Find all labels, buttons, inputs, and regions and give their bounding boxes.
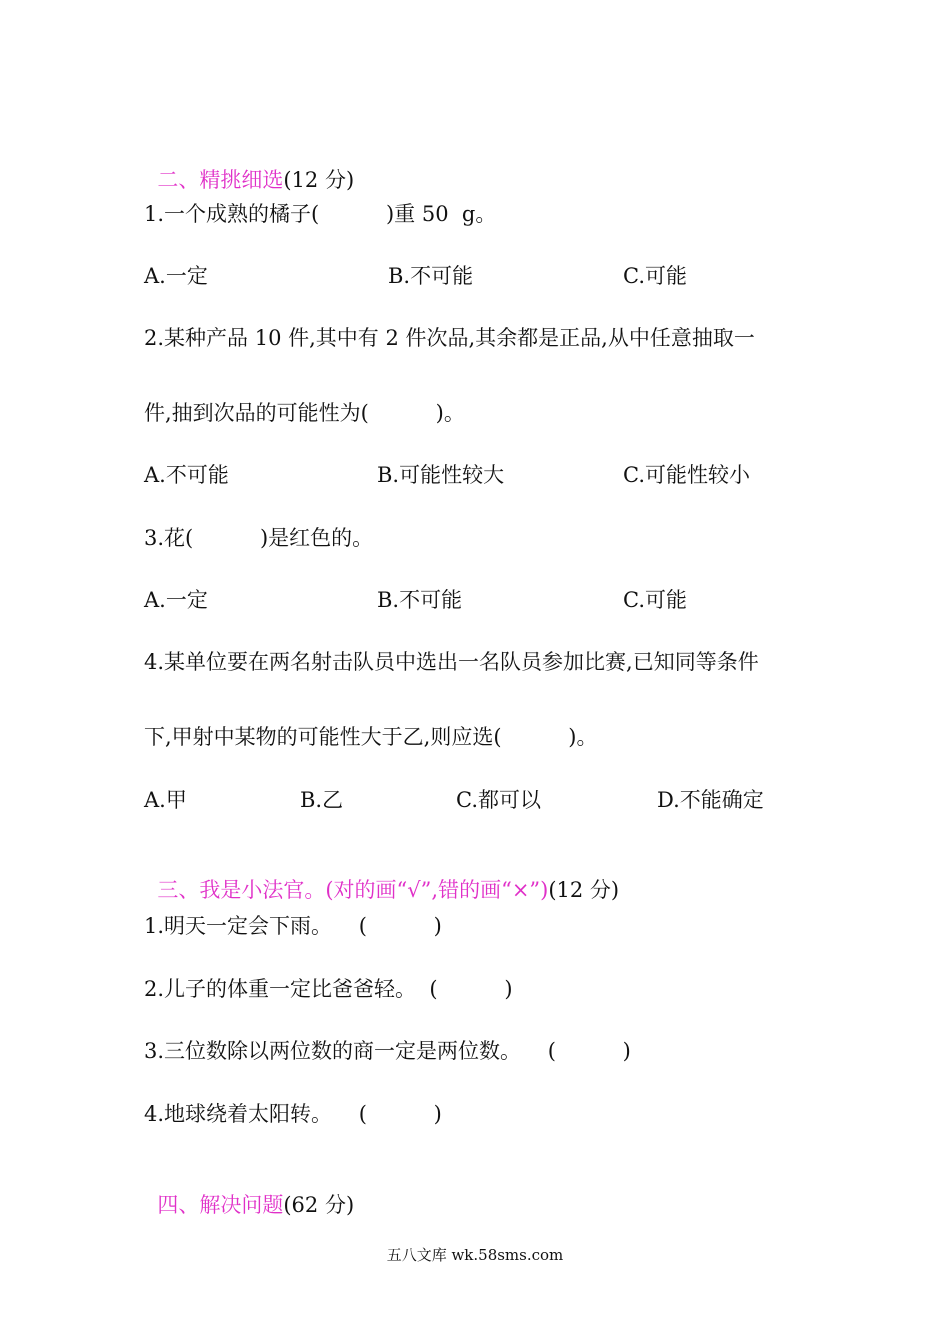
q3-option-a: A.一定	[144, 588, 208, 612]
section-2-title: 二、精挑细选	[157, 168, 284, 192]
question-2-line-2: 件,抽到次品的可能性为( )。	[144, 401, 465, 425]
judge-item-3: 3.三位数除以两位数的商一定是两位数。 ( )	[144, 1039, 631, 1063]
judge-item-4: 4.地球绕着太阳转。 ( )	[144, 1102, 442, 1126]
section-3-points: (12 分)	[548, 878, 620, 902]
section-2-points: (12 分)	[283, 168, 355, 192]
section-3-heading	[144, 848, 619, 904]
q4-option-d: D.不能确定	[657, 788, 764, 812]
question-4-line-1: 4.某单位要在两名射击队员中选出一名队员参加比赛,已知同等条件	[144, 650, 759, 674]
question-4-line-2: 下,甲射中某物的可能性大于乙,则应选( )。	[144, 725, 598, 749]
q3-option-b: B.不可能	[377, 588, 463, 612]
q4-option-a: A.甲	[144, 788, 187, 812]
judge-item-1: 1.明天一定会下雨。 ( )	[144, 914, 442, 938]
section-3-title: 三、我是小法官。(对的画“√”,错的画“×”)	[157, 878, 549, 902]
section-4-points: (62 分)	[283, 1193, 355, 1217]
question-2-line-1: 2.某种产品 10 件,其中有 2 件次品,其余都是正品,从中任意抽取一	[144, 326, 755, 350]
q2-option-b: B.可能性较大	[377, 463, 505, 487]
q4-option-b: B.乙	[300, 788, 344, 812]
q2-option-a: A.不可能	[144, 463, 229, 487]
q1-option-b: B.不可能	[388, 264, 474, 288]
question-1: 1.一个成熟的橘子( )重 50 g。	[144, 202, 497, 226]
section-4-title: 四、解决问题	[157, 1193, 284, 1217]
section-2-heading	[144, 138, 354, 194]
q2-option-c: C.可能性较小	[623, 463, 750, 487]
q4-option-c: C.都可以	[456, 788, 541, 812]
footer-watermark: 五八文库 wk.58sms.com	[386, 1246, 564, 1264]
judge-item-2: 2.儿子的体重一定比爸爸轻。 ( )	[144, 977, 513, 1001]
q1-option-c: C.可能	[623, 264, 687, 288]
q3-option-c: C.可能	[623, 588, 687, 612]
q1-option-a: A.一定	[144, 264, 208, 288]
section-4-heading	[144, 1163, 354, 1219]
question-3: 3.花( )是红色的。	[144, 526, 374, 550]
